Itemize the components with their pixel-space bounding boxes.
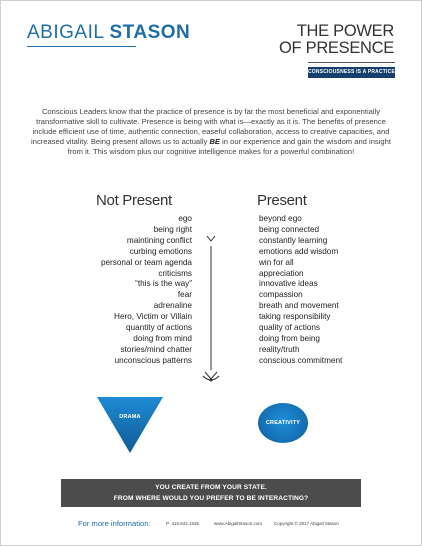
- list-item: unconscious patterns: [114, 355, 192, 365]
- list-item: doing from mind: [133, 333, 192, 343]
- list-item: personal or team agenda: [100, 257, 192, 267]
- list-item: criticisms: [158, 268, 192, 278]
- cta-line-1: YOU CREATE FROM YOUR STATE.: [155, 484, 267, 491]
- logo-first-name: ABIGAIL: [27, 22, 104, 43]
- list-item: breath and movement: [259, 301, 339, 311]
- list-item: “this is the way”: [135, 279, 192, 289]
- intro-emphasis: BE: [209, 136, 220, 146]
- drama-triangle-icon: [97, 397, 163, 453]
- cta-line-2: FROM WHERE WOULD YOU PREFER TO BE INTERACTING?: [113, 495, 309, 502]
- list-item: compassion: [259, 290, 303, 300]
- present-heading: Present: [257, 192, 307, 209]
- list-item: adrenaline: [153, 301, 192, 311]
- list-item: reality/truth: [259, 344, 300, 354]
- list-item: taking responsibility: [259, 312, 331, 322]
- page-title: [279, 23, 394, 57]
- list-item: win for all: [259, 257, 294, 267]
- list-item: fear: [177, 290, 192, 300]
- list-item: ego: [178, 214, 192, 223]
- title-rule: [308, 62, 395, 63]
- footer-phone: P: 415.842.1536: [166, 521, 200, 526]
- list-item: conscious commitment: [259, 355, 343, 365]
- list-item: beyond ego: [259, 214, 302, 223]
- present-list: [259, 214, 409, 367]
- not-present-heading: Not Present: [96, 192, 172, 209]
- list-item: Hero, Victim or Villain: [114, 312, 192, 322]
- title-line-1: THE POWER: [296, 22, 394, 40]
- list-item: curbing emotions: [129, 246, 192, 256]
- list-item: constantly learning: [259, 235, 328, 245]
- list-item: doing from being: [259, 333, 320, 343]
- list-item: stories/mind chatter: [120, 344, 192, 354]
- footer-website-link[interactable]: www.AbigailStason.com: [214, 521, 263, 526]
- tagline-badge: CONSCIOUSNESS IS A PRACTICE: [308, 67, 395, 78]
- intro-paragraph: [30, 107, 392, 157]
- logo: [27, 22, 190, 44]
- footer-copyright: Copyright © 2017 Abigail Stason: [274, 521, 339, 526]
- title-line-2: OF PRESENCE: [279, 39, 394, 57]
- list-item: quantity of actions: [126, 323, 192, 333]
- list-item: innovative ideas: [259, 279, 318, 289]
- logo-underline: [27, 46, 136, 47]
- list-item: emotions add wisdom: [259, 246, 339, 256]
- intro-text-1: Conscious Leaders know that the practice of presence is by far the most beneficial and exponentially transformative skill to cultivate. Presence is being with what is—exactly as it is. The benefits of presence include efficient use of time, authentic connection, easeful collaboration, access to creative capacities, and increased vitality. Being present allows us to actually: [31, 106, 390, 146]
- creativity-circle: CREATIVITY: [258, 403, 308, 443]
- call-to-action-banner: [61, 479, 361, 507]
- list-item: quality of actions: [259, 323, 320, 333]
- arrow-down-icon: [198, 236, 224, 392]
- logo-last-name: STASON: [109, 22, 191, 43]
- list-item: maintining conflict: [126, 235, 192, 245]
- not-present-list: [28, 214, 192, 367]
- footer-label: For more information:: [78, 519, 151, 528]
- intro-text-2: in our experience and gain the wisdom and insight from it. This wisdom plus our cognitive intelligence makes for a powerful combination!: [67, 136, 391, 156]
- list-item: being right: [153, 224, 192, 234]
- list-item: appreciation: [259, 268, 304, 278]
- drama-label: DRAMA: [119, 414, 141, 420]
- list-item: being connected: [259, 224, 320, 234]
